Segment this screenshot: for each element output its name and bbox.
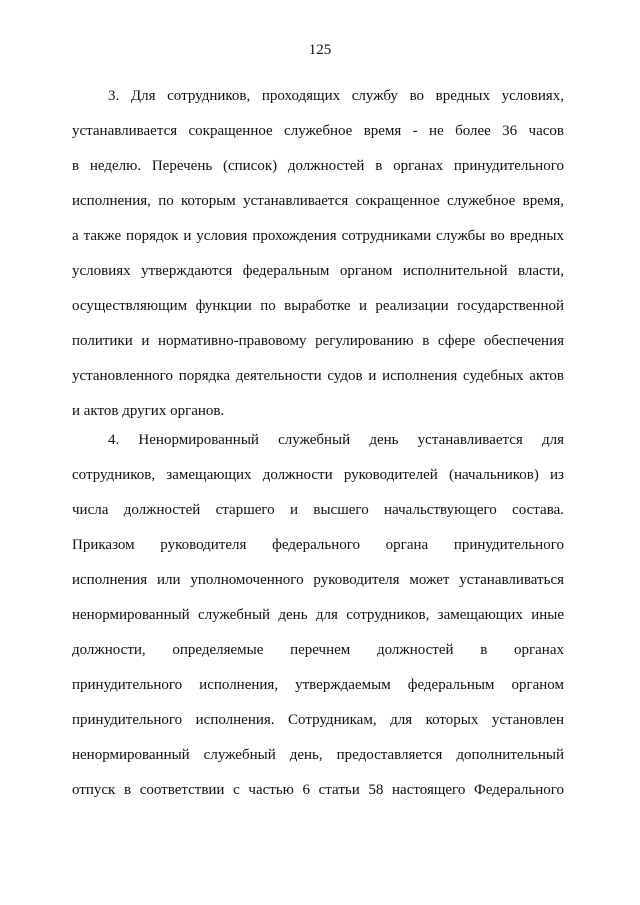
text-line: Приказом руководителя федерального органа принудительного [72, 537, 564, 553]
text-line: в неделю. Перечень (список) должностей в органах принудительного [72, 158, 564, 174]
text-line: принудительного исполнения. Сотрудникам, для которых установлен [72, 712, 564, 728]
text-line: и актов других органов. [72, 403, 225, 419]
text-line: 3. Для сотрудников, проходящих службу во вредных условиях, [108, 88, 564, 104]
text-line: 4. Ненормированный служебный день устанавливается для [108, 432, 564, 448]
page-number: 125 [308, 42, 332, 58]
text-line: отпуск в соответствии с частью 6 статьи 58 настоящего Федерального [72, 782, 564, 798]
text-line: условиях утверждаются федеральным органом исполнительной власти, [72, 263, 564, 279]
text-line: установленного порядка деятельности судов и исполнения судебных актов [72, 368, 564, 384]
text-line: сотрудников, замещающих должности руководителей (начальников) из [72, 467, 564, 483]
text-line: осуществляющим функции по выработке и реализации государственной [72, 298, 564, 314]
text-line: числа должностей старшего и высшего начальствующего состава. [72, 502, 564, 518]
text-line: принудительного исполнения, утверждаемым федеральным органом [72, 677, 564, 693]
text-line: исполнения, по которым устанавливается сокращенное служебное время, [72, 193, 564, 209]
text-line: исполнения или уполномоченного руководителя может устанавливаться [72, 572, 564, 588]
text-line: ненормированный служебный день, предоставляется дополнительный [72, 747, 564, 763]
text-line: устанавливается сокращенное служебное время - не более 36 часов [72, 123, 564, 139]
text-line: политики и нормативно-правовому регулированию в сфере обеспечения [72, 333, 564, 349]
text-line: а также порядок и условия прохождения сотрудниками службы во вредных [72, 228, 564, 244]
text-line: должности, определяемые перечнем должностей в органах [72, 642, 564, 658]
text-line: ненормированный служебный день для сотрудников, замещающих иные [72, 607, 564, 623]
